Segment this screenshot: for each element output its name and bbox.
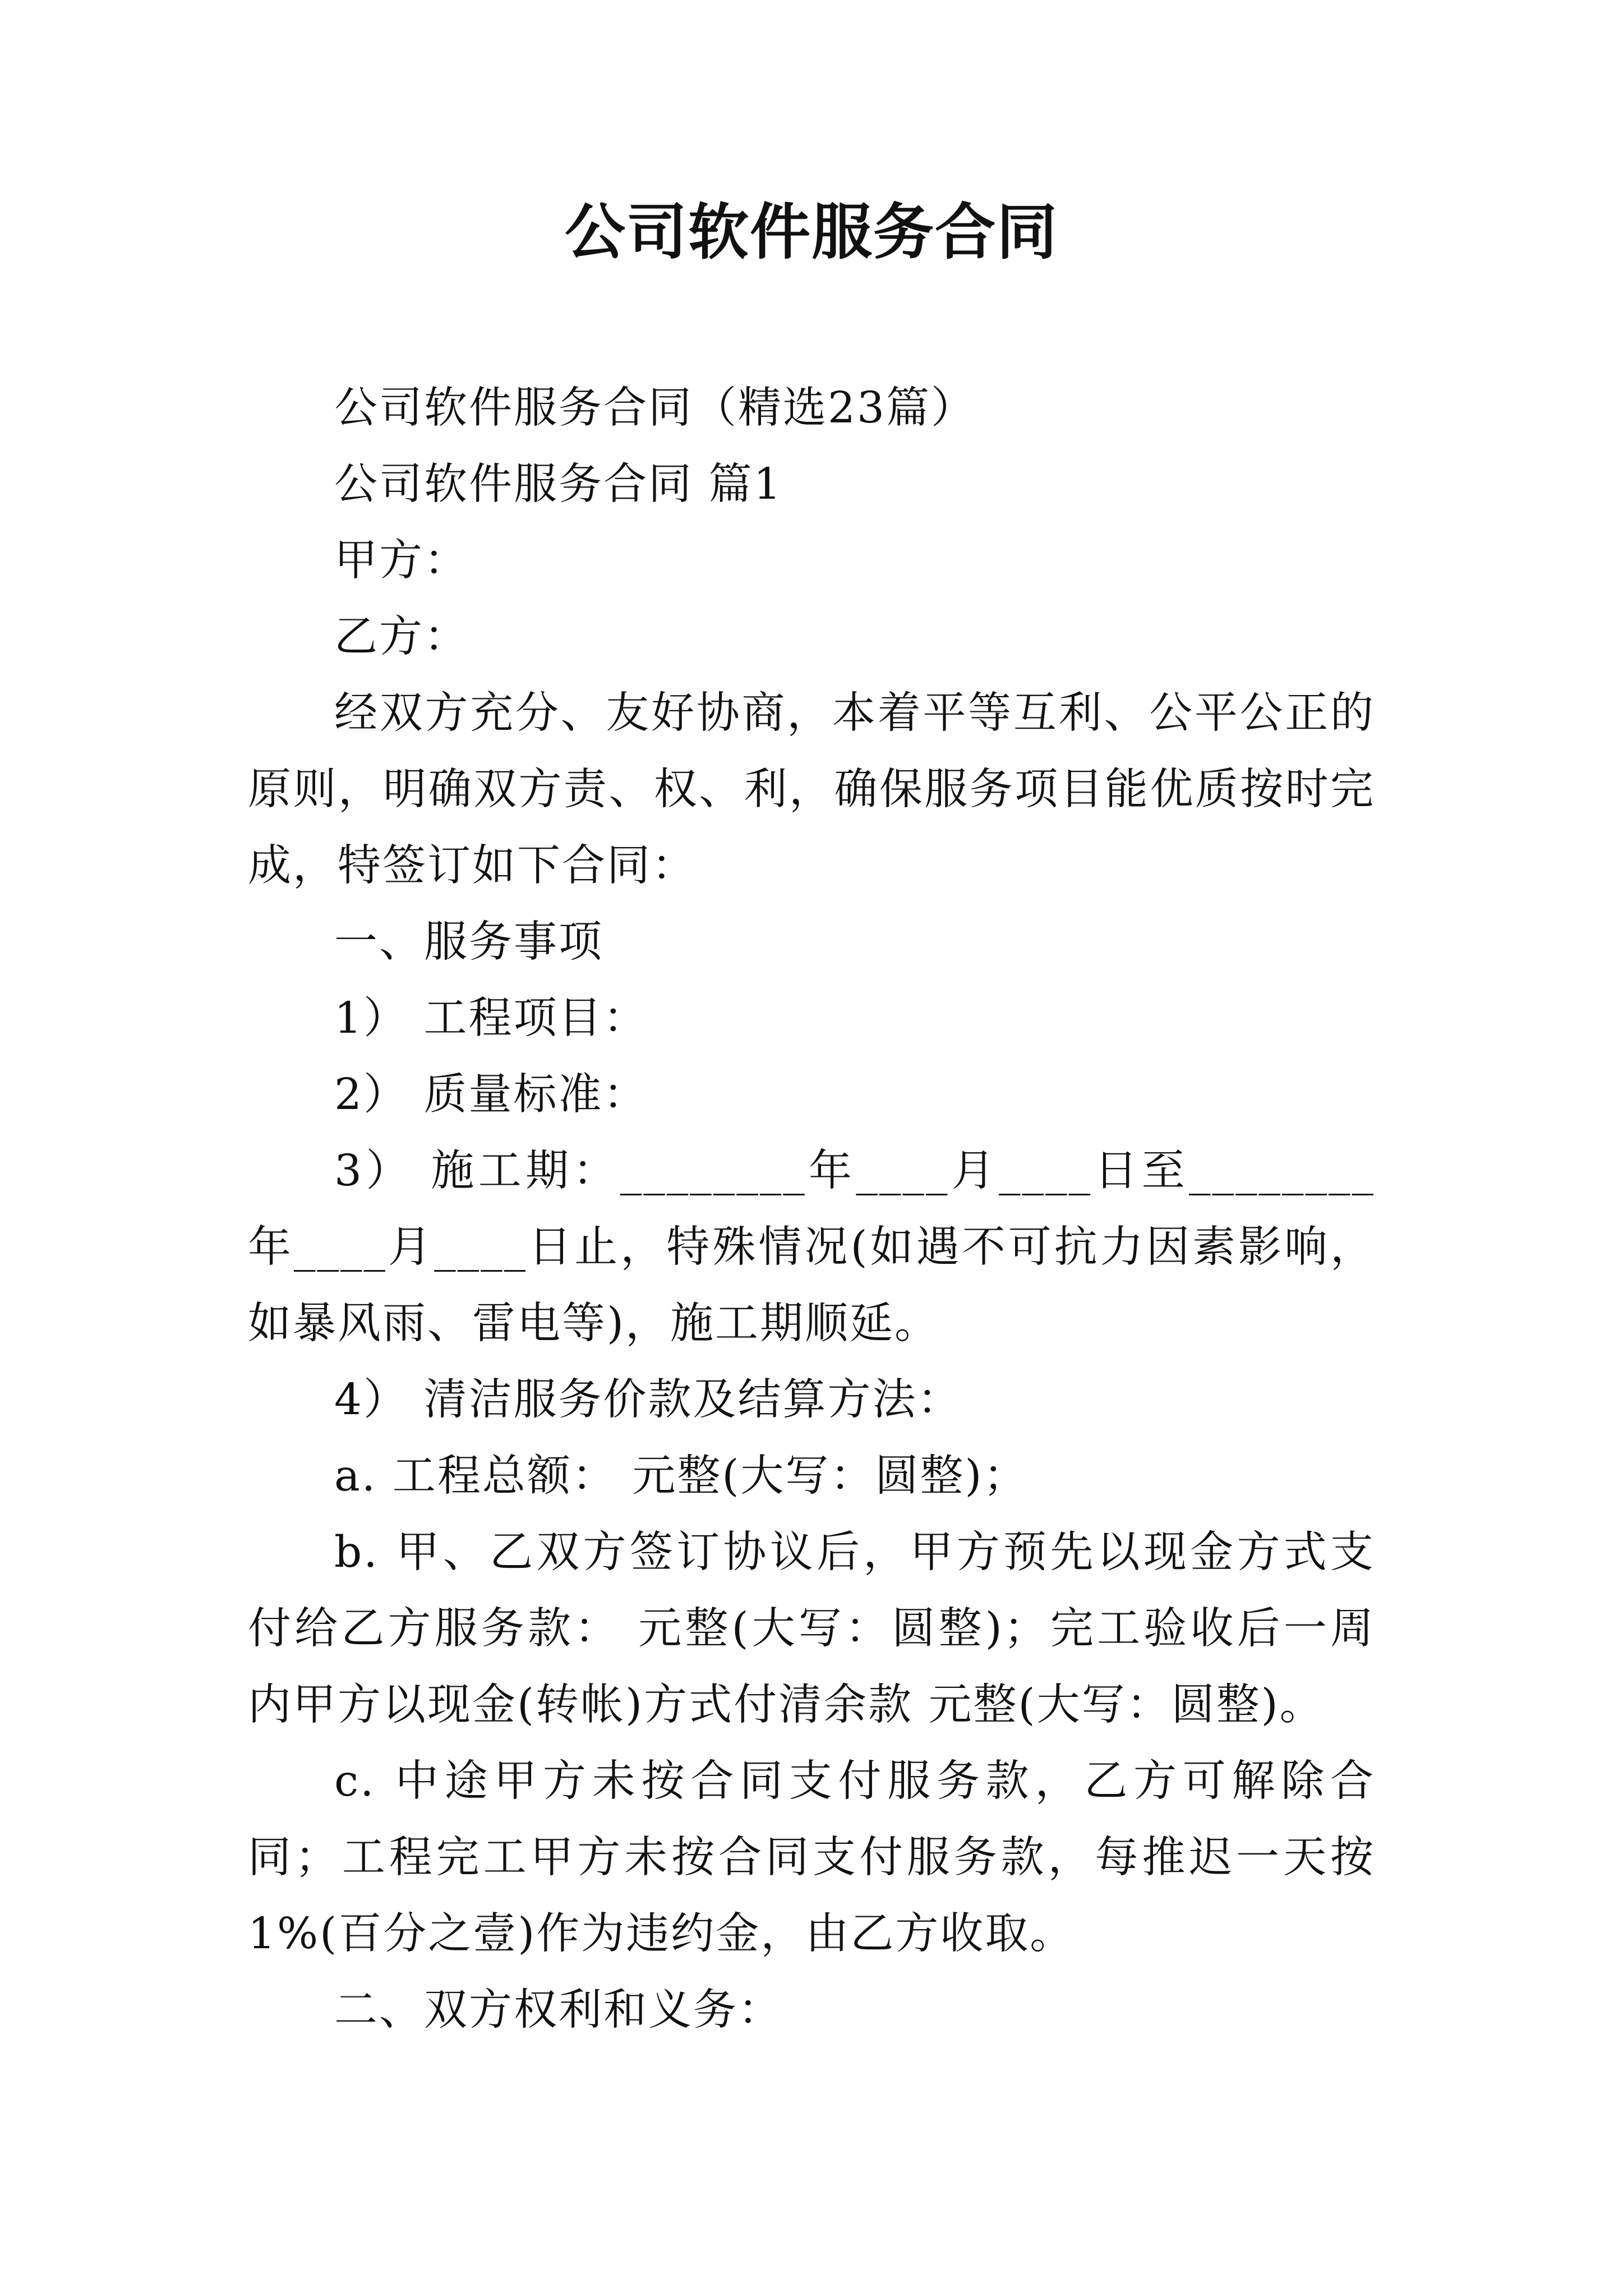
- paragraph-penalty: c. 中途甲方未按合同支付服务款，乙方可解除合同；工程完工甲方未按合同支付服务款，每推迟一天按1%(百分之壹)作为违约金，由乙方收取。: [248, 1756, 1375, 1959]
- document-body: [248, 370, 1375, 2049]
- paragraph-service-items-heading: 一、服务事项: [334, 917, 603, 967]
- paragraph-preamble: 经双方充分、友好协商，本着平等互利、公平公正的原则，明确双方责、权、利，确保服务项目能优质按时完成，特签订如下合同：: [248, 688, 1375, 891]
- paragraph-rights-heading: 二、双方权利和义务：: [334, 1985, 783, 2035]
- paragraph-construction-period: 3） 施工期：________年____月____日至________年____月____日止，特殊情况(如遇不可抗力因素影响，如暴风雨、雷电等)，施工期顺延。: [248, 1146, 1375, 1349]
- paragraph-total-amount: a. 工程总额： 元整(大写：圆整)；: [334, 1451, 1029, 1501]
- paragraph-payment-terms: b. 甲、乙双方签订协议后，甲方预先以现金方式支付给乙方服务款： 元整(大写：圆整)；完工验收后一周内甲方以现金(转帐)方式付清余款 元整(大写：圆整)。: [248, 1527, 1375, 1730]
- paragraph-subtitle: 公司软件服务合同（精选23篇）: [334, 383, 976, 433]
- paragraph-quality-standard: 2） 质量标准：: [334, 1070, 648, 1120]
- paragraph-section-heading: 公司软件服务合同 篇1: [334, 459, 783, 509]
- paragraph-pricing-heading: 4） 清洁服务价款及结算方法：: [334, 1375, 962, 1425]
- document-title: 公司软件服务合同: [564, 197, 1058, 268]
- paragraph-party-a: 甲方：: [334, 536, 469, 586]
- paragraph-party-b: 乙方：: [334, 612, 469, 662]
- paragraph-project: 1） 工程项目：: [334, 993, 648, 1043]
